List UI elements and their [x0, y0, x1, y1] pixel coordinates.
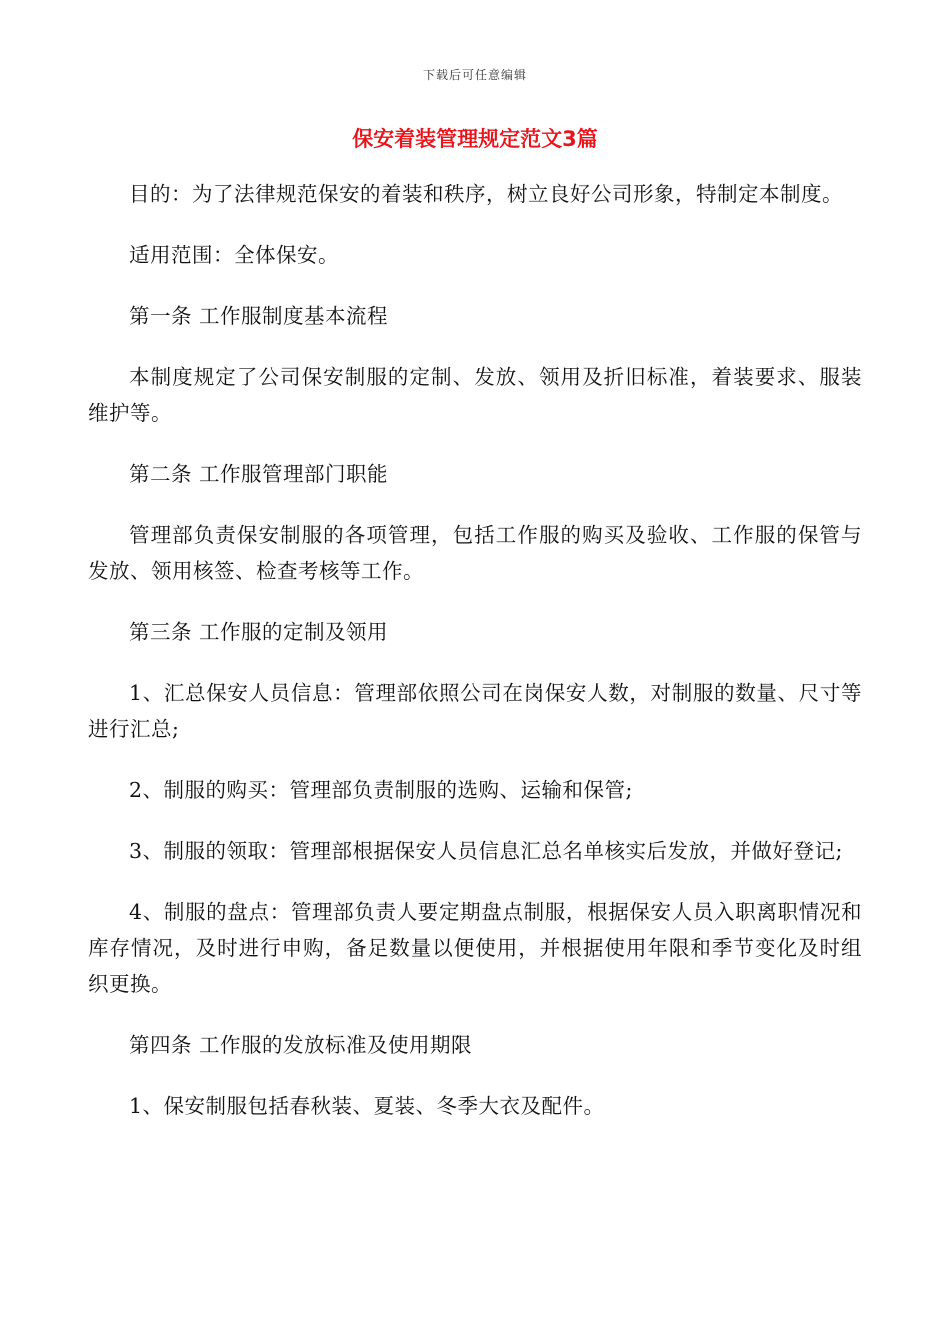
- list-item: 1、保安制服包括春秋装、夏装、冬季大衣及配件。: [129, 1094, 605, 1118]
- list-item: 4、制服的盘点：管理部负责人要定期盘点制服，根据保安人员入职离职情况和库存情况，及时进行申购，备足数量以便使用，并根据使用年限和季节变化及时组织更换。: [88, 900, 862, 996]
- paragraph: 本制度规定了公司保安制服的定制、发放、领用及折旧标准，着装要求、服装维护等。: [88, 365, 862, 425]
- paragraph: 管理部负责保安制服的各项管理，包括工作服的购买及验收、工作服的保管与发放、领用核签、检查考核等工作。: [88, 523, 862, 583]
- document-body: [88, 176, 862, 1149]
- article-4-heading: 第四条 工作服的发放标准及使用期限: [129, 1033, 473, 1057]
- article-1-heading: 第一条 工作服制度基本流程: [129, 304, 389, 328]
- paragraph-scope: 适用范围：全体保安。: [129, 243, 339, 267]
- paragraph-purpose: 目的：为了法律规范保安的着装和秩序，树立良好公司形象，特制定本制度。: [129, 182, 843, 206]
- list-item: 2、制服的购买：管理部负责制服的选购、运输和保管;: [129, 778, 633, 802]
- header-note: 下载后可任意编辑: [422, 68, 527, 82]
- article-3-heading: 第三条 工作服的定制及领用: [129, 620, 389, 644]
- list-item: 1、汇总保安人员信息：管理部依照公司在岗保安人数，对制服的数量、尺寸等进行汇总;: [88, 681, 862, 741]
- document-title: 保安着装管理规定范文3篇: [352, 127, 598, 151]
- list-item: 3、制服的领取：管理部根据保安人员信息汇总名单核实后发放，并做好登记;: [129, 839, 843, 863]
- article-2-heading: 第二条 工作服管理部门职能: [129, 462, 389, 486]
